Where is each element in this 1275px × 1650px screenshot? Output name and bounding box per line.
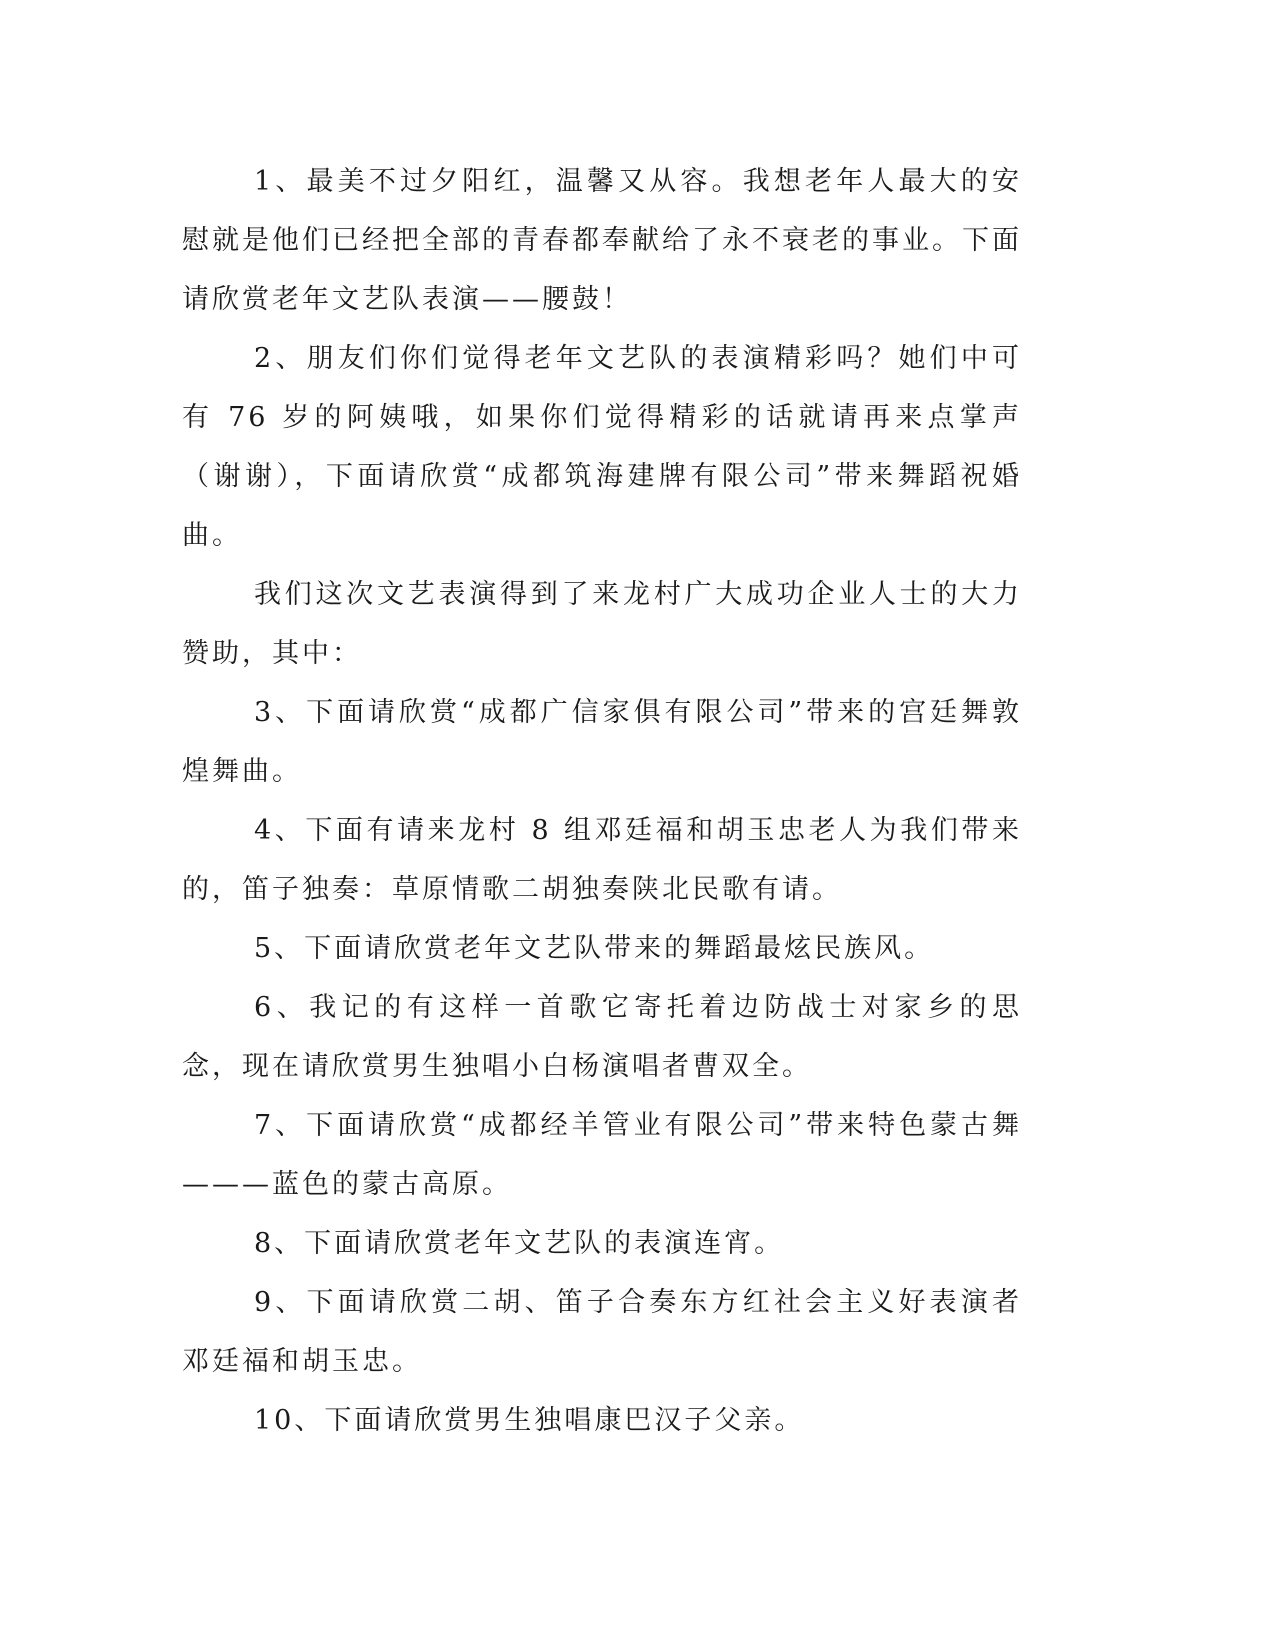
paragraph-5: 5、下面请欣赏老年文艺队带来的舞蹈最炫民族风。 — [254, 933, 935, 964]
paragraph-9: 9、下面请欣赏二胡、笛子合奏东方红社会主义好表演者邓廷福和胡玉忠。 — [182, 1287, 1022, 1377]
paragraph-7: 7、下面请欣赏“成都经羊管业有限公司”带来特色蒙古舞———蓝色的蒙古高原。 — [182, 1110, 1022, 1200]
paragraph-1: 1、最美不过夕阳红，温馨又从容。我想老年人最大的安慰就是他们已经把全部的青春都奉献给了永不衰老的事业。下面请欣赏老年文艺队表演——腰鼓！ — [182, 166, 1022, 315]
paragraph-10: 10、下面请欣赏男生独唱康巴汉子父亲。 — [254, 1405, 805, 1436]
paragraph-6: 6、我记的有这样一首歌它寄托着边防战士对家乡的思念，现在请欣赏男生独唱小白杨演唱者曹双全。 — [182, 992, 1022, 1082]
paragraph-3: 3、下面请欣赏“成都广信家俱有限公司”带来的宫廷舞敦煌舞曲。 — [182, 697, 1022, 787]
paragraph-2: 2、朋友们你们觉得老年文艺队的表演精彩吗？她们中可有 76 岁的阿姨哦，如果你们觉得精彩的话就请再来点掌声（谢谢），下面请欣赏“成都筑海建牌有限公司”带来舞蹈祝婚曲。 — [182, 343, 1022, 551]
document-body — [182, 152, 1022, 1450]
paragraph-8: 8、下面请欣赏老年文艺队的表演连宵。 — [254, 1228, 785, 1259]
paragraph-4: 4、下面有请来龙村 8 组邓廷福和胡玉忠老人为我们带来的，笛子独奏：草原情歌二胡独奏陕北民歌有请。 — [182, 815, 1022, 905]
paragraph-sponsors: 我们这次文艺表演得到了来龙村广大成功企业人士的大力赞助，其中： — [182, 579, 1022, 669]
